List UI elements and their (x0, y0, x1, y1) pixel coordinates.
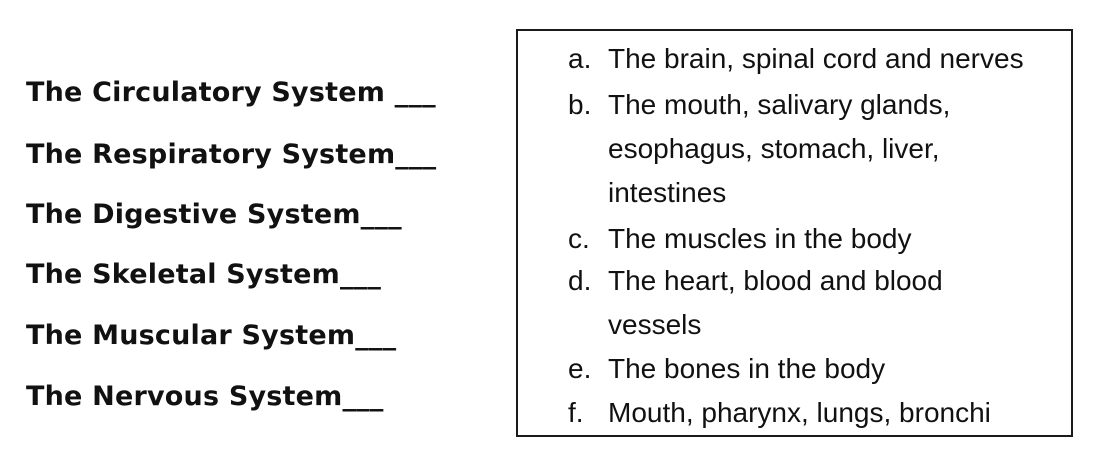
system-item-respiratory: The Respiratory System___ (26, 139, 437, 170)
answer-item-a (568, 37, 1063, 81)
answer-item-d (568, 259, 1063, 347)
answer-text: The muscles in the body (608, 223, 912, 254)
answer-letter: b. (568, 89, 592, 120)
answer-letter: f. (568, 397, 584, 428)
answer-text: The heart, blood and blood vessels (608, 265, 943, 340)
answer-text: The mouth, salivary glands, esophagus, stomach, liver, intestines (608, 89, 951, 208)
system-item-circulatory: The Circulatory System ___ (26, 77, 436, 108)
answer-letter: d. (568, 265, 592, 296)
answer-letter: c. (568, 223, 590, 254)
answer-letter: a. (568, 43, 592, 74)
answer-letter: e. (568, 353, 592, 384)
answer-choices-box (516, 29, 1073, 437)
system-item-digestive: The Digestive System___ (26, 199, 402, 230)
answer-item-c (568, 217, 1063, 261)
system-item-nervous: The Nervous System___ (26, 381, 384, 412)
answer-text: The brain, spinal cord and nerves (608, 43, 1024, 74)
answer-item-e (568, 347, 1063, 391)
answer-item-b (568, 83, 1063, 215)
answer-item-f (568, 391, 1063, 435)
body-systems-list (26, 0, 496, 451)
system-item-muscular: The Muscular System___ (26, 320, 397, 351)
answer-text: The bones in the body (608, 353, 886, 384)
system-item-skeletal: The Skeletal System___ (26, 259, 382, 290)
answer-text: Mouth, pharynx, lungs, bronchi (608, 397, 991, 428)
